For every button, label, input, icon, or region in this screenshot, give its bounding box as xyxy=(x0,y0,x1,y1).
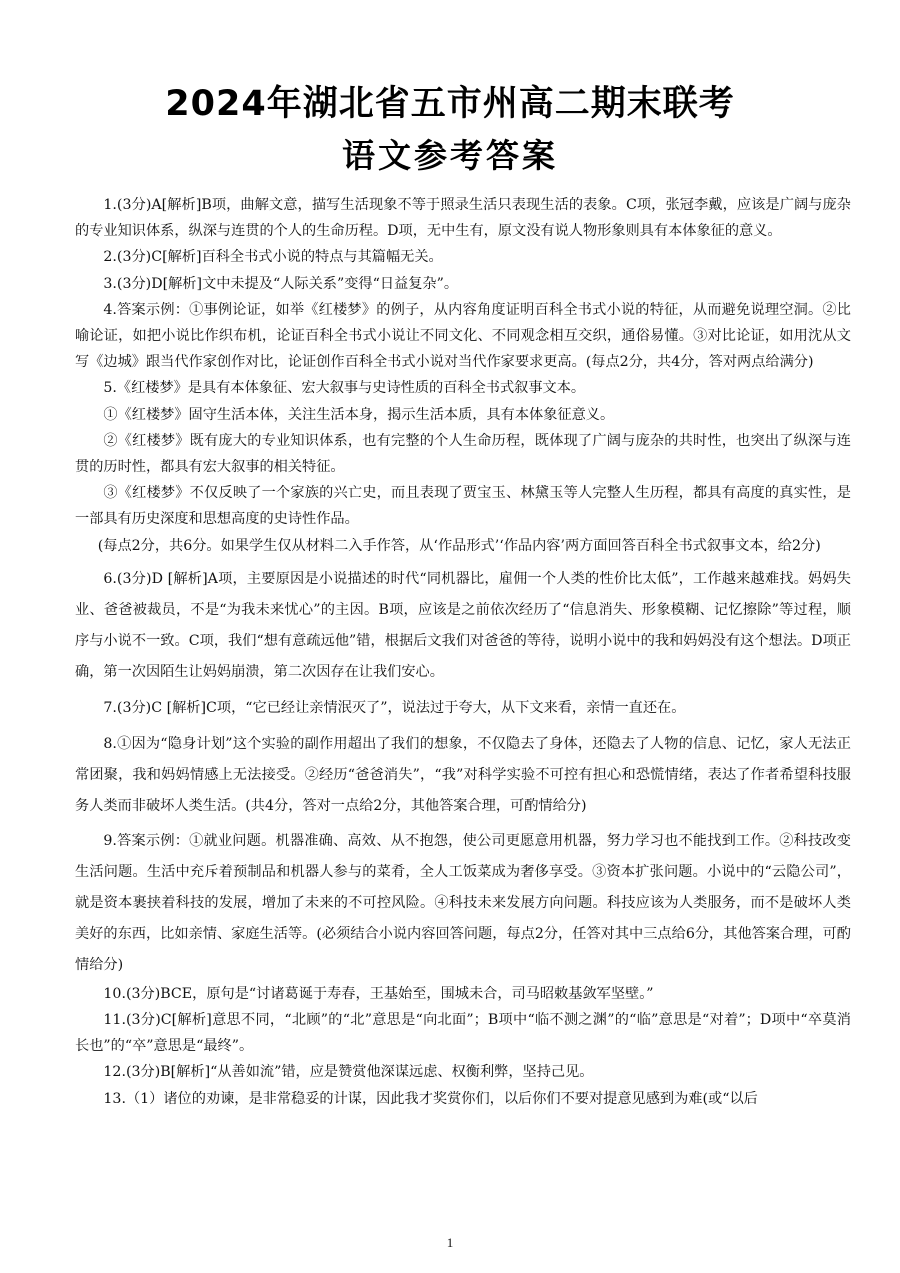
answer-12: 12.(3分)B[解析]“从善如流”错，应是赞赏他深谋远虑、权衡利弊，坚持己见。 xyxy=(103,1064,594,1081)
answer-11: 11.(3分)C[解析]意思不同，“北顾”的“北”意思是“向北面”；B项中“临不测之渊”的“临”意思是“对着”；D项中“卒莫消长也”的“卒”意思是“最终”。 xyxy=(75,1012,851,1055)
answer-9: 9.答案示例：①就业问题。机器准确、高效、从不抱怨，使公司更愿意用机器，努力学习也不能找到工作。②科技改变生活问题。生活中充斥着预制品和机器人参与的菜肴，全人工饭菜成为奢侈享受。③资本扩张问题。小说中的“云隐公司”，就是资本裹挟着科技的发展，增加了未来的不可控风险。④科技未来发展方向问题。科技应该为人类服务，而不是破坏人类美好的东西，比如亲情、家庭生活等。(必须结合小说内容回答问题，每点2分，任答对其中三点给6分，其他答案合理，可酌情给分) xyxy=(75,832,851,973)
answer-5-point-2: ②《红楼梦》既有庞大的专业知识体系，也有完整的个人生命历程，既体现了广阔与庞杂的共时性，也突出了纵深与连贯的历时性，都具有宏大叙事的相关特征。 xyxy=(75,432,851,476)
answer-6: 6.(3分)D [解析]A项，主要原因是小说描述的时代“同机器比，雇佣一个人类的性价比太低”，工作越来越难找。妈妈失业、爸爸被裁员，不是“为我未来忧心”的主因。B项，应该是之前依次经历了“信息消失、形象模糊、记忆擦除”等过程，顺序与小说不一致。C项，我们“想有意疏远他”错，根据后文我们对爸爸的等待，说明小说中的我和妈妈没有这个想法。D项正确，第一次因陌生让妈妈崩溃，第二次因存在让我们安心。 xyxy=(75,570,851,680)
page-number: 1 xyxy=(446,1235,454,1250)
answer-5-point-1: ①《红楼梦》固守生活本体，关注生活本身，揭示生活本质，具有本体象征意义。 xyxy=(103,406,615,423)
answer-3: 3.(3分)D[解析]文中未提及“人际关系”变得“日益复杂”。 xyxy=(103,275,459,292)
answer-7: 7.(3分)C [解析]C项，“它已经让亲情泯灭了”，说法过于夸大，从下文来看，亲情一直还在。 xyxy=(103,699,686,716)
answer-2: 2.(3分)C[解析]百科全书式小说的特点与其篇幅无关。 xyxy=(103,249,443,266)
answer-5-scoring-note: (每点2分，共6分。如果学生仅从材料二入手作答，从‘作品形式’‘作品内容’两方面回答百科全书式叙事文本，给2分) xyxy=(97,537,821,554)
answer-5: 5.《红楼梦》是具有本体象征、宏大叙事与史诗性质的百科全书式叙事文本。 xyxy=(103,380,586,397)
answer-5-point-3: ③《红楼梦》不仅反映了一个家族的兴亡史，而且表现了贾宝玉、林黛玉等人完整人生历程，都具有高度的真实性，是一部具有历史深度和思想高度的史诗性作品。 xyxy=(75,485,851,528)
answer-10: 10.(3分)BCE，原句是“讨诸葛诞于寿春，王基始至，围城未合，司马昭敕基敛军坚壁。” xyxy=(103,985,654,1002)
answer-list xyxy=(75,192,851,1112)
answer-1: 1.(3分)A[解析]B项，曲解文意，描写生活现象不等于照录生活只表现生活的表象。C项，张冠李戴，应该是广阔与庞杂的专业知识体系，纵深与连贯的个人的生命历程。D项，无中生有，原文没有说人物形象则具有本体象征的意义。 xyxy=(75,197,851,240)
document-title: 2024年湖北省五市州高二期末联考 xyxy=(165,84,735,124)
answer-13: 13.（1）诸位的劝谏，是非常稳妥的计谋，因此我才奖赏你们，以后你们不要对提意见感到为难(或“以后 xyxy=(103,1090,758,1107)
document-subtitle: 语文参考答案 xyxy=(342,136,558,175)
answer-8: 8.①因为“隐身计划”这个实验的副作用超出了我们的想象，不仅隐去了身体，还隐去了人物的信息、记忆，家人无法正常团聚，我和妈妈情感上无法接受。②经历“爸爸消失”，“我”对科学实验不可控有担心和恐慌情绪，表达了作者希望科技服务人类而非破坏人类生活。(共4分，答对一点给2分，其他答案合理，可酌情给分) xyxy=(75,735,851,814)
answer-4: 4.答案示例：①事例论证，如举《红楼梦》的例子，从内容角度证明百科全书式小说的特征，从而避免说理空洞。②比喻论证，如把小说比作织布机，论证百科全书式小说让不同文化、不同观念相互交织，通俗易懂。③对比论证，如用沈从文写《边城》跟当代作家创作对比，论证创作百科全书式小说对当代作家要求更高。(每点2分，共4分，答对两点给满分) xyxy=(75,301,851,371)
